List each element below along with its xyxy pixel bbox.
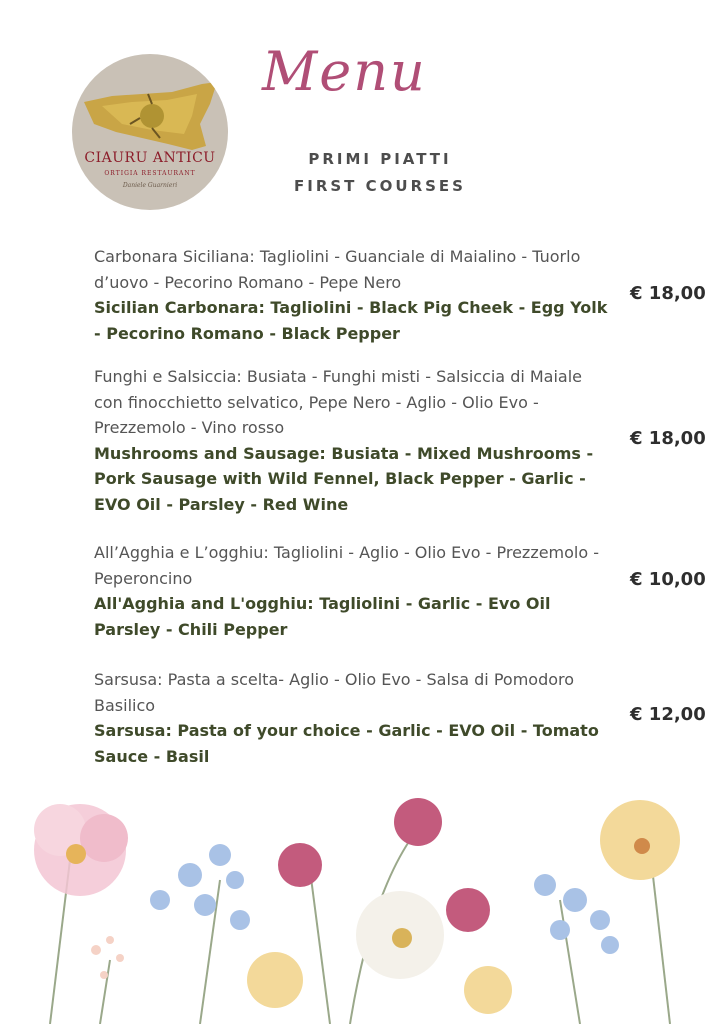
- item-english-description: Mushrooms and Sausage: Busiata - Mixed Mushrooms - Pork Sausage with Wild Fennel, Black Pepper - Garlic - EVO Oil - Parsley - Red Wine: [94, 443, 594, 514]
- menu-item-agghia-ogghiu: [94, 540, 614, 642]
- item-english-description: Sicilian Carbonara: Tagliolini - Black Pig Cheek - Egg Yolk - Pecorino Romano - Black Pepper: [94, 298, 608, 343]
- logo-brand-name: CIAURU ANTICU: [84, 150, 216, 166]
- item-price: € 12,00: [630, 704, 706, 725]
- menu-item-sarsusa: [94, 667, 614, 769]
- item-italian-description: Sarsusa: Pasta a scelta- Aglio - Olio Evo - Salsa di Pomodoro Basilico: [94, 670, 575, 715]
- flower-decoration: [0, 780, 724, 1024]
- item-price: € 18,00: [630, 428, 706, 449]
- menu-item-funghi-salsiccia: [94, 364, 614, 517]
- item-price: € 10,00: [630, 569, 706, 590]
- restaurant-logo: [72, 54, 228, 210]
- item-english-description: All'Agghia and L'ogghiu: Tagliolini - Garlic - Evo Oil Parsley - Chili Pepper: [94, 594, 551, 639]
- item-italian-description: Funghi e Salsiccia: Busiata - Funghi misti - Salsiccia di Maiale con finocchietto selvatico, Pepe Nero - Aglio - Olio Evo - Prezzemolo - Vino rosso: [94, 367, 583, 437]
- section-title-english: FIRST COURSES: [294, 177, 466, 195]
- logo-subtitle: ORTIGIA RESTAURANT: [104, 170, 196, 177]
- menu-item-carbonara: [94, 244, 614, 346]
- item-italian-description: Carbonara Siciliana: Tagliolini - Guanciale di Maialino - Tuorlo d’uovo - Pecorino Romano - Pepe Nero: [94, 247, 581, 292]
- section-title-italian: PRIMI PIATTI: [308, 150, 452, 168]
- item-price: € 18,00: [630, 283, 706, 304]
- item-english-description: Sarsusa: Pasta of your choice - Garlic - EVO Oil - Tomato Sauce - Basil: [94, 721, 599, 766]
- item-italian-description: All’Agghia e L’ogghiu: Tagliolini - Aglio - Olio Evo - Prezzemolo - Peperoncino: [94, 543, 600, 588]
- pink-flower-icon: [34, 804, 128, 896]
- logo-signature: Daniele Guarnieri: [122, 182, 178, 189]
- menu-title: Menu: [262, 40, 427, 103]
